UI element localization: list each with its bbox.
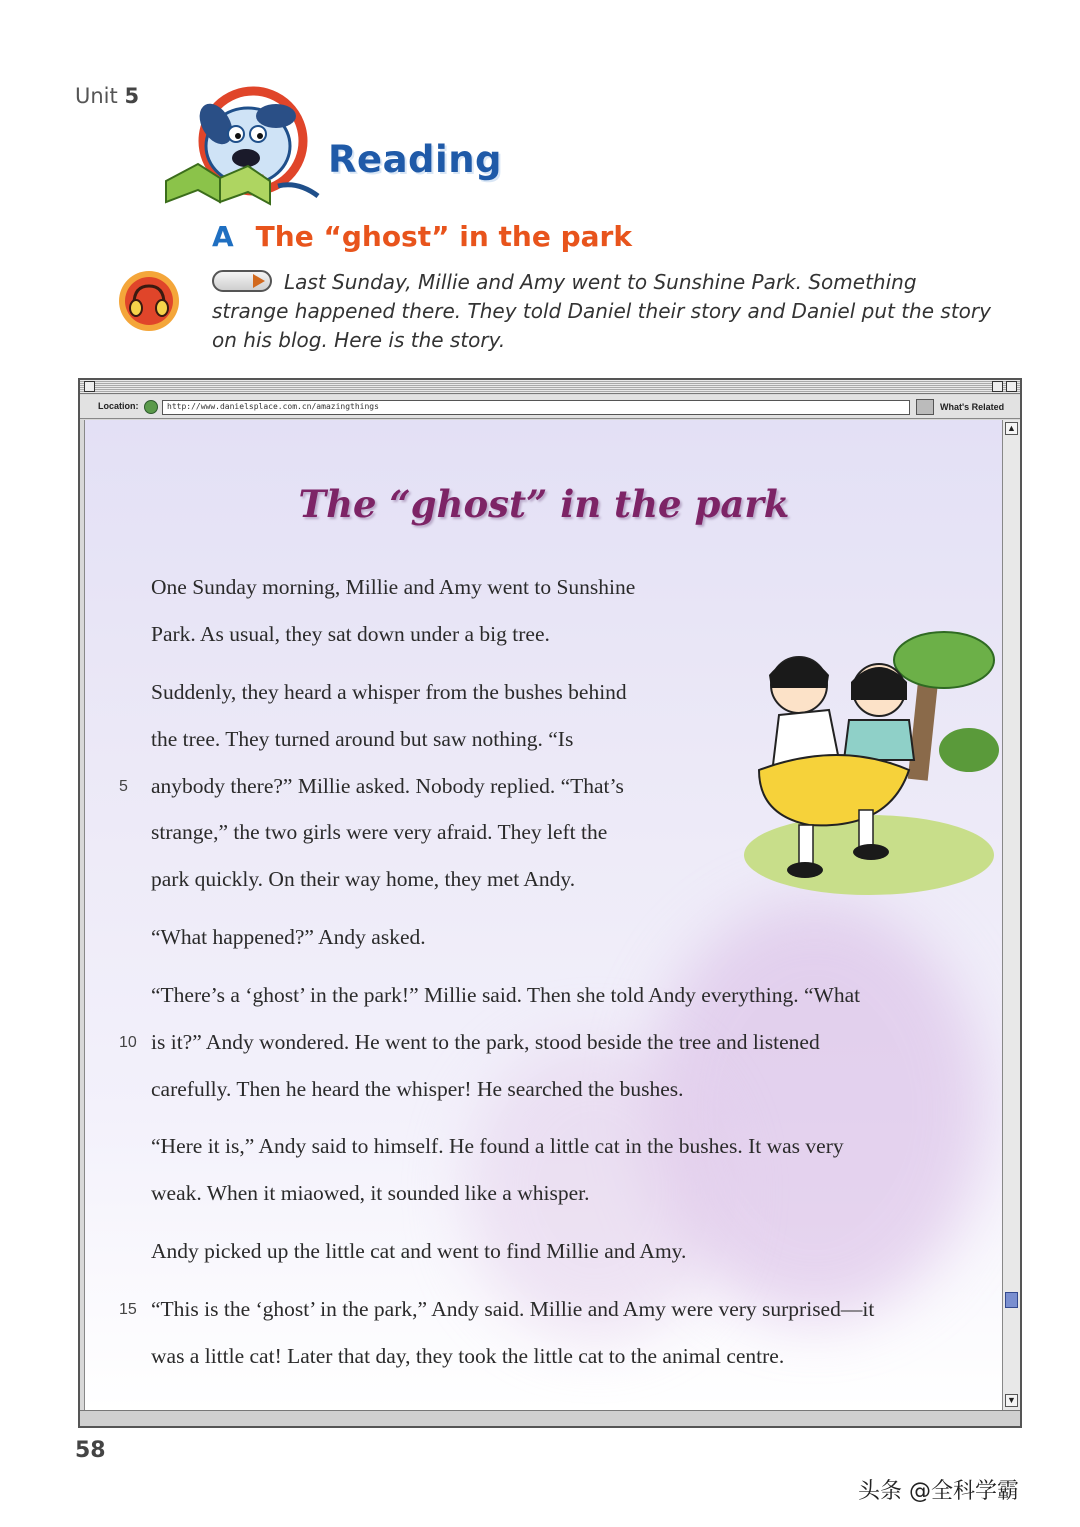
close-box-icon[interactable]: [84, 381, 95, 392]
whats-related-button[interactable]: What's Related: [940, 402, 1005, 412]
globe-icon: [144, 400, 158, 414]
story-line: strange,” the two girls were very afraid. They left the: [151, 820, 608, 844]
story-line: “This is the ‘ghost’ in the park,” Andy said. Millie and Amy were very surprised—it: [151, 1297, 875, 1321]
story-line: “What happened?” Andy asked.: [151, 925, 426, 949]
story-line: carefully. Then he heard the whisper! He searched the bushes.: [151, 1077, 684, 1101]
girls-running-illustration: [739, 630, 1001, 900]
line-number: 15: [119, 1301, 137, 1318]
section-a-title: The “ghost” in the park: [255, 220, 632, 253]
unit-number: 5: [124, 84, 140, 108]
story-line: weak. When it miaowed, it sounded like a whisper.: [151, 1181, 590, 1205]
scroll-down-icon[interactable]: ▼: [1005, 1394, 1018, 1407]
browser-titlebar: [80, 380, 1020, 394]
story-line: anybody there?” Millie asked. Nobody replied. “That’s: [151, 774, 624, 798]
story-line: park quickly. On their way home, they met Andy.: [151, 867, 576, 891]
story-line: the tree. They turned around but saw nothing. “Is: [151, 727, 574, 751]
collapse-box-icon[interactable]: [992, 381, 1003, 392]
line-number: 10: [119, 1034, 137, 1051]
dog-reading-mascot-icon: [158, 86, 328, 206]
story-line: Suddenly, they heard a whisper from the bushes behind: [151, 680, 627, 704]
line-number: 5: [119, 778, 128, 795]
story-line: was a little cat! Later that day, they took the little cat to the animal centre.: [151, 1344, 785, 1368]
related-icon[interactable]: [916, 399, 934, 415]
intro-paragraph: Last Sunday, Millie and Amy went to Sunshine Park. Something strange happened there. They told Daniel their story and Daniel put the story on his blog. Here is the story.: [212, 270, 991, 352]
zoom-box-icon[interactable]: [1006, 381, 1017, 392]
story-line: “Here it is,” Andy said to himself. He found a little cat in the bushes. It was very: [151, 1134, 844, 1158]
url-input[interactable]: http://www.danielsplace.com.cn/amazingthings: [162, 400, 910, 415]
browser-window: [78, 378, 1022, 1428]
story-line: One Sunday morning, Millie and Amy went to Sunshine: [151, 575, 636, 599]
story-title: The “ghost” in the park: [298, 482, 790, 526]
story-line: Park. As usual, they sat down under a big tree.: [151, 622, 550, 646]
section-a-heading: [212, 220, 632, 253]
scroll-thumb[interactable]: [1005, 1292, 1018, 1308]
story-line: “There’s a ‘ghost’ in the park!” Millie said. Then she told Andy everything. “What: [151, 983, 861, 1007]
location-bar: [80, 395, 1020, 419]
location-label: Location:: [98, 401, 139, 411]
intro-text: [212, 268, 992, 355]
play-audio-button[interactable]: [212, 270, 272, 292]
story-line: Andy picked up the little cat and went to find Millie and Amy.: [151, 1239, 687, 1263]
vertical-scrollbar[interactable]: [1002, 420, 1020, 1410]
unit-label-text: Unit: [75, 84, 118, 108]
browser-statusbar: [80, 1410, 1020, 1426]
headphones-icon: [116, 268, 182, 334]
unit-label: [75, 84, 139, 108]
section-a-letter: A: [212, 220, 234, 253]
section-title: Reading: [328, 138, 503, 181]
story-line: is it?” Andy wondered. He went to the park, stood beside the tree and listened: [151, 1030, 820, 1054]
scroll-up-icon[interactable]: ▲: [1005, 422, 1018, 435]
watermark: 头条 @全科学霸: [858, 1479, 1019, 1504]
page-number: 58: [75, 1438, 106, 1463]
blog-page-content: [84, 420, 1002, 1410]
